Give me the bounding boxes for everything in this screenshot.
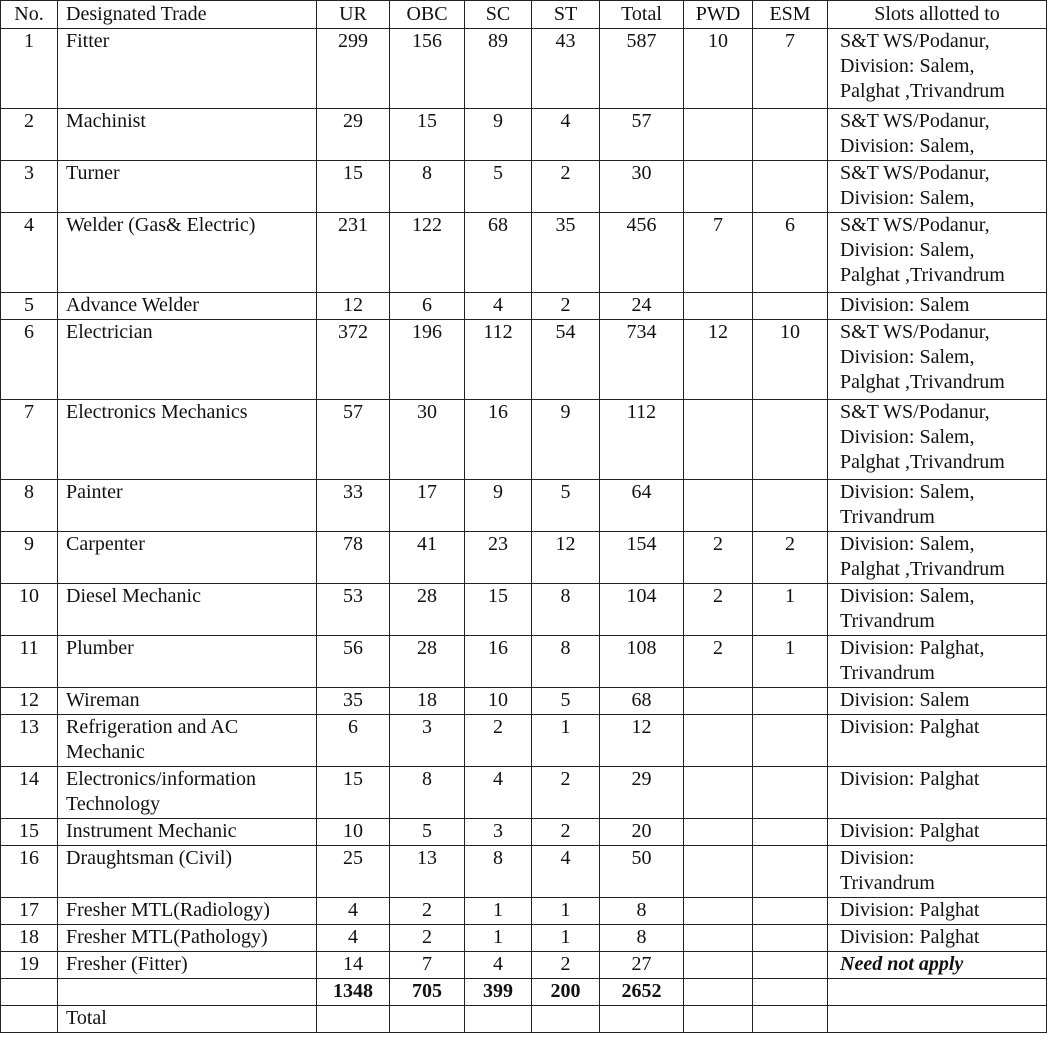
cell-sc: 16 [465,400,532,480]
trade-name: Draughtsman (Civil) [58,846,317,898]
cell-ur: 25 [317,846,390,898]
cell-sc: 3 [465,819,532,846]
slot-line: Palghat ,Trivandrum [840,558,1005,580]
empty-cell [600,1006,684,1033]
cell-total: 587 [600,29,684,109]
row-number: 2 [1,109,58,161]
trade-name: Instrument Mechanic [58,819,317,846]
slots-allotted [828,532,1047,584]
trade-name: Turner [58,161,317,213]
slot-line: Division: Palghat [840,768,980,790]
header-total: Total [600,1,684,29]
cell-esm: 7 [753,29,828,109]
cell-sc: 4 [465,293,532,320]
slot-line: S&T WS/Podanur, [840,162,990,184]
cell-st: 43 [532,29,600,109]
cell-st: 5 [532,688,600,715]
slots-allotted [828,584,1047,636]
cell-ur: 4 [317,925,390,952]
slot-line: Palghat ,Trivandrum [840,371,1005,393]
cell-pwd [684,925,753,952]
cell-ur: 57 [317,400,390,480]
slots-allotted [828,29,1047,109]
table-row [1,636,1047,688]
slot-line: Division: Salem, [840,55,975,77]
row-number: 8 [1,480,58,532]
cell-st: 2 [532,293,600,320]
header-no: No. [1,1,58,29]
cell-obc: 6 [390,293,465,320]
empty-cell [317,1006,390,1033]
cell-sc: 9 [465,480,532,532]
cell-st: 4 [532,109,600,161]
cell-obc: 8 [390,161,465,213]
cell-obc: 18 [390,688,465,715]
total-label-no [1,1006,58,1033]
table-row [1,480,1047,532]
totals-no [1,979,58,1006]
slots-allotted [828,767,1047,819]
cell-ur: 299 [317,29,390,109]
cell-ur: 6 [317,715,390,767]
cell-obc: 28 [390,636,465,688]
cell-pwd [684,952,753,979]
cell-st: 9 [532,400,600,480]
cell-st: 35 [532,213,600,293]
slot-line: Palghat ,Trivandrum [840,264,1005,286]
cell-sc: 112 [465,320,532,400]
trade-name: Electronics Mechanics [58,400,317,480]
slots-allotted [828,400,1047,480]
trade-name: Advance Welder [58,293,317,320]
cell-ur: 231 [317,213,390,293]
cell-pwd: 2 [684,584,753,636]
cell-ur: 78 [317,532,390,584]
slot-line: S&T WS/Podanur, [840,321,990,343]
slot-line: Palghat ,Trivandrum [840,451,1005,473]
trade-name: Painter [58,480,317,532]
cell-obc: 156 [390,29,465,109]
row-number: 6 [1,320,58,400]
table-body [1,29,1047,979]
slot-line: Palghat ,Trivandrum [840,80,1005,102]
cell-ur: 29 [317,109,390,161]
header-esm: ESM [753,1,828,29]
table-row [1,400,1047,480]
slots-allotted [828,109,1047,161]
row-number: 19 [1,952,58,979]
cell-total: 112 [600,400,684,480]
cell-ur: 12 [317,293,390,320]
row-number: 16 [1,846,58,898]
cell-obc: 41 [390,532,465,584]
cell-total: 64 [600,480,684,532]
table-row [1,819,1047,846]
cell-total: 30 [600,161,684,213]
row-number: 4 [1,213,58,293]
cell-pwd: 10 [684,29,753,109]
cell-sc: 5 [465,161,532,213]
totals-slots [828,979,1047,1006]
cell-sc: 23 [465,532,532,584]
cell-ur: 53 [317,584,390,636]
cell-sc: 4 [465,767,532,819]
cell-total: 8 [600,925,684,952]
slot-line: S&T WS/Podanur, [840,214,990,236]
slots-allotted [828,293,1047,320]
cell-obc: 196 [390,320,465,400]
cell-esm: 2 [753,532,828,584]
cell-ur: 372 [317,320,390,400]
header-obc: OBC [390,1,465,29]
cell-esm [753,480,828,532]
cell-pwd [684,819,753,846]
cell-sc: 8 [465,846,532,898]
cell-esm [753,293,828,320]
slot-line: Trivandrum [840,662,935,684]
cell-ur: 15 [317,767,390,819]
cell-obc: 15 [390,109,465,161]
cell-ur: 35 [317,688,390,715]
row-number: 12 [1,688,58,715]
slot-line: Division: Salem [840,689,970,711]
trade-name: Carpenter [58,532,317,584]
cell-total: 154 [600,532,684,584]
totals-ur: 1348 [317,979,390,1006]
slots-allotted [828,952,1047,979]
header-ur: UR [317,1,390,29]
cell-pwd [684,898,753,925]
header-slots: Slots allotted to [828,1,1047,29]
header-row [1,1,1047,29]
cell-st: 12 [532,532,600,584]
table-row [1,213,1047,293]
cell-esm [753,109,828,161]
cell-pwd [684,293,753,320]
row-number: 1 [1,29,58,109]
cell-sc: 4 [465,952,532,979]
slot-line: S&T WS/Podanur, [840,110,990,132]
empty-cell [532,1006,600,1033]
cell-st: 1 [532,715,600,767]
cell-pwd [684,688,753,715]
totals-row [1,979,1047,1006]
cell-total: 734 [600,320,684,400]
cell-sc: 15 [465,584,532,636]
cell-obc: 3 [390,715,465,767]
empty-cell [390,1006,465,1033]
cell-total: 104 [600,584,684,636]
cell-obc: 2 [390,925,465,952]
cell-total: 456 [600,213,684,293]
row-number: 18 [1,925,58,952]
cell-esm: 1 [753,636,828,688]
cell-total: 12 [600,715,684,767]
cell-pwd [684,109,753,161]
table-row [1,952,1047,979]
slot-line: Division: Palghat [840,716,980,738]
totals-pwd [684,979,753,1006]
table-row [1,293,1047,320]
slot-line: Trivandrum [840,872,935,894]
cell-obc: 17 [390,480,465,532]
cell-esm [753,846,828,898]
header-sc: SC [465,1,532,29]
trade-name: Electronics/information Technology [58,767,317,819]
totals-label-cell [58,979,317,1006]
row-number: 15 [1,819,58,846]
row-number: 13 [1,715,58,767]
cell-pwd [684,480,753,532]
cell-total: 68 [600,688,684,715]
total-label: Total [58,1006,317,1033]
slots-allotted [828,846,1047,898]
cell-pwd [684,715,753,767]
cell-ur: 4 [317,898,390,925]
cell-obc: 28 [390,584,465,636]
header-pwd: PWD [684,1,753,29]
slot-line: S&T WS/Podanur, [840,401,990,423]
cell-obc: 2 [390,898,465,925]
trade-name: Electrician [58,320,317,400]
cell-esm [753,952,828,979]
cell-total: 20 [600,819,684,846]
trade-name: Fresher MTL(Radiology) [58,898,317,925]
slot-line: Division: Salem, [840,585,975,607]
empty-cell [828,1006,1047,1033]
cell-esm: 10 [753,320,828,400]
cell-esm [753,400,828,480]
trade-name: Welder (Gas& Electric) [58,213,317,293]
table-row [1,29,1047,109]
cell-ur: 15 [317,161,390,213]
slot-line: Need not apply [840,953,964,975]
row-number: 9 [1,532,58,584]
cell-sc: 89 [465,29,532,109]
slots-allotted [828,819,1047,846]
cell-st: 8 [532,584,600,636]
table-row [1,846,1047,898]
cell-esm [753,715,828,767]
cell-pwd: 7 [684,213,753,293]
cell-total: 24 [600,293,684,320]
cell-ur: 33 [317,480,390,532]
table-row [1,532,1047,584]
totals-st: 200 [532,979,600,1006]
row-number: 11 [1,636,58,688]
empty-cell [753,1006,828,1033]
cell-total: 50 [600,846,684,898]
cell-st: 2 [532,819,600,846]
cell-sc: 1 [465,925,532,952]
totals-esm [753,979,828,1006]
cell-esm [753,925,828,952]
slot-line: Trivandrum [840,506,935,528]
cell-ur: 56 [317,636,390,688]
header-st: ST [532,1,600,29]
cell-st: 54 [532,320,600,400]
cell-pwd: 2 [684,636,753,688]
cell-total: 57 [600,109,684,161]
slot-line: S&T WS/Podanur, [840,30,990,52]
slot-line: Division: Palghat [840,926,980,948]
table-row [1,161,1047,213]
cell-st: 2 [532,952,600,979]
cell-esm [753,688,828,715]
row-number: 17 [1,898,58,925]
cell-total: 29 [600,767,684,819]
cell-pwd: 2 [684,532,753,584]
cell-pwd [684,161,753,213]
trade-name: Fresher MTL(Pathology) [58,925,317,952]
cell-st: 2 [532,161,600,213]
table-row [1,715,1047,767]
cell-sc: 1 [465,898,532,925]
trade-name: Wireman [58,688,317,715]
row-number: 10 [1,584,58,636]
cell-obc: 5 [390,819,465,846]
cell-pwd [684,400,753,480]
slot-line: Division: Salem, [840,239,975,261]
cell-obc: 7 [390,952,465,979]
empty-cell [684,1006,753,1033]
cell-sc: 68 [465,213,532,293]
cell-sc: 16 [465,636,532,688]
slot-line: Division: [840,847,915,869]
header-trade: Designated Trade [58,1,317,29]
slot-line: Division: Palghat [840,899,980,921]
cell-obc: 8 [390,767,465,819]
cell-sc: 10 [465,688,532,715]
row-number: 5 [1,293,58,320]
slots-allotted [828,161,1047,213]
table-row [1,320,1047,400]
slots-allotted [828,688,1047,715]
cell-st: 1 [532,898,600,925]
cell-pwd: 12 [684,320,753,400]
totals-sc: 399 [465,979,532,1006]
cell-ur: 10 [317,819,390,846]
cell-total: 108 [600,636,684,688]
cell-total: 27 [600,952,684,979]
cell-st: 1 [532,925,600,952]
slots-allotted [828,925,1047,952]
slot-line: Division: Salem, [840,481,975,503]
slots-allotted [828,898,1047,925]
trade-name: Fresher (Fitter) [58,952,317,979]
cell-esm [753,819,828,846]
table-row [1,898,1047,925]
trade-name: Plumber [58,636,317,688]
table-row [1,584,1047,636]
cell-esm [753,161,828,213]
cell-esm [753,898,828,925]
slot-line: Division: Salem, [840,135,975,157]
slot-line: Division: Salem, [840,426,975,448]
slot-line: Trivandrum [840,610,935,632]
cell-esm [753,767,828,819]
cell-obc: 30 [390,400,465,480]
cell-st: 2 [532,767,600,819]
table-row [1,767,1047,819]
cell-pwd [684,767,753,819]
totals-obc: 705 [390,979,465,1006]
slot-line: Division: Salem, [840,533,975,555]
cell-esm: 1 [753,584,828,636]
cell-esm: 6 [753,213,828,293]
row-number: 14 [1,767,58,819]
slots-allotted [828,213,1047,293]
trade-name: Fitter [58,29,317,109]
slot-line: Division: Palghat [840,820,980,842]
slot-line: Division: Salem, [840,187,975,209]
cell-pwd [684,846,753,898]
empty-cell [465,1006,532,1033]
table-row [1,688,1047,715]
slot-line: Division: Salem [840,294,970,316]
slots-allotted [828,320,1047,400]
table-row [1,109,1047,161]
cell-st: 5 [532,480,600,532]
cell-ur: 14 [317,952,390,979]
row-number: 3 [1,161,58,213]
slots-allotted [828,715,1047,767]
trade-name: Machinist [58,109,317,161]
cell-st: 4 [532,846,600,898]
slots-allotted [828,636,1047,688]
trade-name: Refrigeration and AC Mechanic [58,715,317,767]
table-row [1,925,1047,952]
total-label-row [1,1006,1047,1033]
trade-name: Diesel Mechanic [58,584,317,636]
cell-sc: 2 [465,715,532,767]
slot-line: Division: Salem, [840,346,975,368]
totals-total: 2652 [600,979,684,1006]
row-number: 7 [1,400,58,480]
cell-total: 8 [600,898,684,925]
cell-st: 8 [532,636,600,688]
cell-sc: 9 [465,109,532,161]
slots-allotted [828,480,1047,532]
cell-obc: 122 [390,213,465,293]
slot-line: Division: Palghat, [840,637,985,659]
cell-obc: 13 [390,846,465,898]
